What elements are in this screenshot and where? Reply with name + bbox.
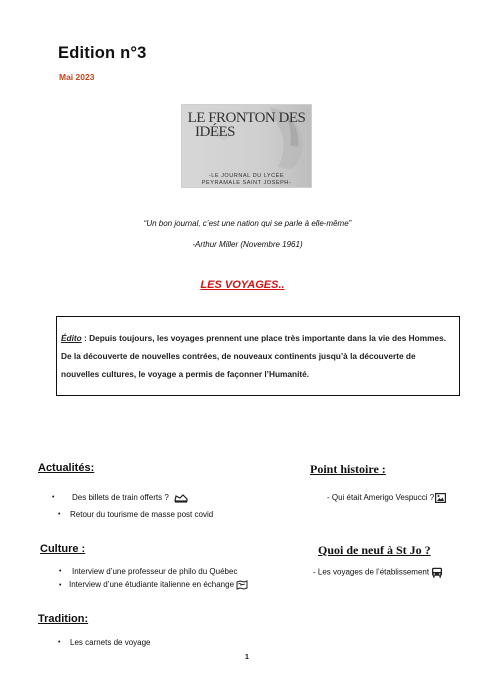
logo-title-line2: IDÉES (195, 124, 235, 140)
edito-label: Édito (61, 333, 82, 343)
list-item-text: Des billets de train offerts ? (72, 493, 169, 503)
logo-subtitle-line2: PEYRAMALE SAINT JOSEPH- (201, 180, 292, 186)
section-title-actualites: Actualités: (38, 462, 95, 474)
bullet: • (59, 568, 62, 575)
list-item: Interview d’une professeur de philo du Québec (72, 567, 238, 576)
edito-separator: : (81, 333, 90, 343)
logo-title-line1: LE FRONTON DES (187, 110, 306, 126)
edition-date: Mai 2023 (59, 72, 95, 82)
edition-title: Edition n°3 (58, 44, 147, 62)
section-title-culture: Culture : (40, 543, 86, 555)
bus-icon (431, 567, 443, 578)
list-item-text: - Qui était Amerigo Vespucci ? (327, 493, 435, 503)
list-item (313, 567, 443, 578)
world-map-icon (236, 580, 248, 590)
quote-author: -Arthur Miller (Novembre 1961) (192, 240, 303, 249)
framed-picture-icon (435, 493, 446, 503)
bullet: • (58, 639, 61, 646)
bullet: • (59, 582, 62, 589)
section-title-point-histoire: Point histoire : (310, 462, 386, 476)
list-item-text: - Les voyages de l’établissement (313, 567, 430, 577)
logo-subtitle-line1: -LE JOURNAL DU LYCÉE (208, 173, 285, 179)
logo-title (182, 111, 311, 139)
list-item (69, 580, 248, 590)
issue-theme-title: LES VOYAGES.. (200, 279, 285, 291)
list-item (327, 493, 446, 503)
list-item: Les carnets de voyage (70, 638, 151, 647)
bullet: • (52, 494, 55, 501)
list-item: Retour du tourisme de masse post covid (70, 510, 214, 519)
edito-text: Depuis toujours, les voyages prennent une place très importante dans la vie des Hommes. De la découverte de nouvelles contrées, de nouveaux continents jusqu’à la découverte de nouvelles cultures, le voyage a permis de façonner l’Humanité. (61, 333, 446, 379)
quote-text: “Un bon journal, c’est une nation qui se parle à elle-même” (143, 219, 352, 228)
newspaper-logo (181, 104, 312, 188)
logo-subtitle (182, 173, 311, 187)
section-title-quoi-de-neuf: Quoi de neuf à St Jo ? (318, 543, 431, 557)
list-item-text: Interview d’une étudiante italienne en échange (69, 580, 235, 590)
list-item (72, 493, 188, 503)
edito-box (56, 316, 460, 396)
bullet: • (58, 511, 61, 518)
page-number: 1 (245, 654, 249, 661)
section-title-tradition: Tradition: (38, 613, 89, 625)
sneaker-icon (174, 493, 188, 503)
